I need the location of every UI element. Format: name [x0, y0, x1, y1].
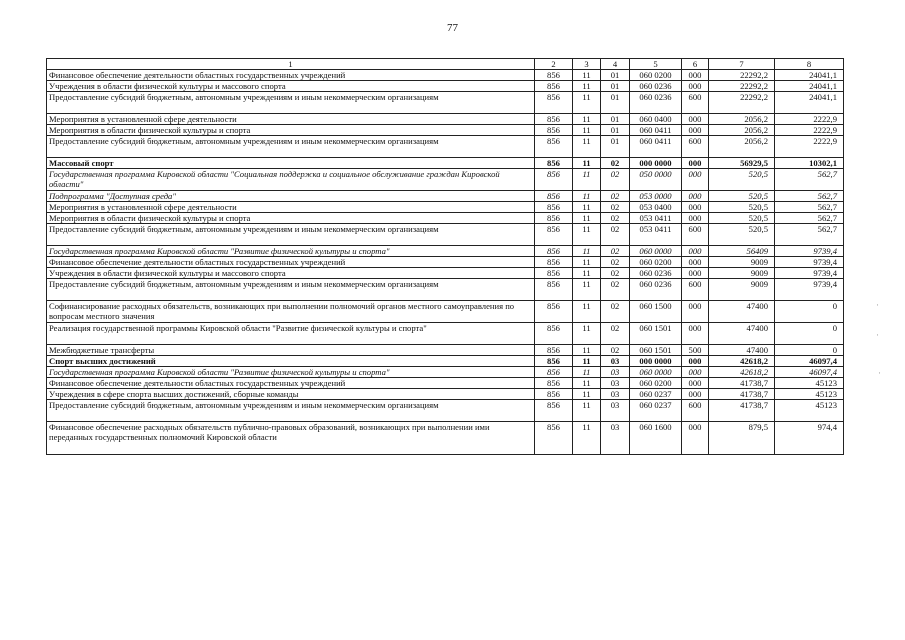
expense-type-cell: 000 — [682, 356, 709, 367]
section-cell: 11 — [573, 268, 601, 279]
expense-type-cell: 600 — [682, 92, 709, 114]
grbs-code-cell: 856 — [535, 125, 573, 136]
expense-type-cell: 000 — [682, 367, 709, 378]
row-name-cell: Государственная программа Кировской области "Развитие физической культуры и спорта" — [47, 367, 535, 378]
target-article-cell: 060 0200 — [630, 257, 682, 268]
amount-2014-cell: 47400 — [709, 323, 775, 345]
target-article-cell: 060 0237 — [630, 400, 682, 422]
column-header: 6 — [682, 59, 709, 70]
amount-2015-cell: 9739,4 — [775, 257, 844, 268]
subsection-cell: 01 — [601, 136, 630, 158]
section-cell: 11 — [573, 301, 601, 323]
target-article-cell: 000 0000 — [630, 356, 682, 367]
amount-2015-cell: 562,7 — [775, 202, 844, 213]
table-row — [47, 367, 844, 378]
target-article-cell: 060 0411 — [630, 125, 682, 136]
target-article-cell: 060 1501 — [630, 323, 682, 345]
table-row — [47, 191, 844, 202]
section-cell: 11 — [573, 246, 601, 257]
expense-type-cell: 000 — [682, 268, 709, 279]
section-cell: 11 — [573, 213, 601, 224]
table-row — [47, 81, 844, 92]
expense-type-cell: 000 — [682, 81, 709, 92]
table-row — [47, 345, 844, 356]
amount-2014-cell: 2056,2 — [709, 136, 775, 158]
amount-2014-cell: 2056,2 — [709, 114, 775, 125]
grbs-code-cell: 856 — [535, 400, 573, 422]
subsection-cell: 03 — [601, 356, 630, 367]
column-header: 5 — [630, 59, 682, 70]
section-cell: 11 — [573, 169, 601, 191]
grbs-code-cell: 856 — [535, 114, 573, 125]
row-name-cell: Учреждения в области физической культуры и массового спорта — [47, 268, 535, 279]
grbs-code-cell: 856 — [535, 136, 573, 158]
target-article-cell: 053 0411 — [630, 213, 682, 224]
amount-2015-cell: 562,7 — [775, 213, 844, 224]
amount-2015-cell: 45123 — [775, 400, 844, 422]
subsection-cell: 02 — [601, 323, 630, 345]
section-cell: 11 — [573, 136, 601, 158]
budget-table — [46, 58, 844, 455]
section-cell: 11 — [573, 345, 601, 356]
table-row — [47, 202, 844, 213]
section-cell: 11 — [573, 191, 601, 202]
table-row — [47, 279, 844, 301]
amount-2014-cell: 42618,2 — [709, 356, 775, 367]
section-cell: 11 — [573, 114, 601, 125]
grbs-code-cell: 856 — [535, 268, 573, 279]
amount-2015-cell: 562,7 — [775, 224, 844, 246]
amount-2015-cell: 24041,1 — [775, 70, 844, 81]
grbs-code-cell: 856 — [535, 191, 573, 202]
section-cell: 11 — [573, 158, 601, 169]
subsection-cell: 03 — [601, 367, 630, 378]
row-name-cell: Спорт высших достижений — [47, 356, 535, 367]
grbs-code-cell: 856 — [535, 213, 573, 224]
grbs-code-cell: 856 — [535, 301, 573, 323]
expense-type-cell: 600 — [682, 136, 709, 158]
row-name-cell: Массовый спорт — [47, 158, 535, 169]
table-header-row — [47, 59, 844, 70]
table-row — [47, 356, 844, 367]
amount-2014-cell: 56409 — [709, 246, 775, 257]
row-name-cell: Предоставление субсидий бюджетным, автономным учреждениям и иным некоммерческим организациям — [47, 92, 535, 114]
amount-2014-cell: 520,5 — [709, 191, 775, 202]
expense-type-cell: 000 — [682, 422, 709, 455]
target-article-cell: 060 0000 — [630, 246, 682, 257]
expense-type-cell: 000 — [682, 257, 709, 268]
target-article-cell: 060 0237 — [630, 389, 682, 400]
grbs-code-cell: 856 — [535, 81, 573, 92]
amount-2014-cell: 22292,2 — [709, 92, 775, 114]
grbs-code-cell: 856 — [535, 92, 573, 114]
target-article-cell: 060 0200 — [630, 378, 682, 389]
target-article-cell: 060 0200 — [630, 70, 682, 81]
grbs-code-cell: 856 — [535, 158, 573, 169]
section-cell: 11 — [573, 389, 601, 400]
table-row — [47, 246, 844, 257]
row-name-cell: Мероприятия в установленной сфере деятельности — [47, 202, 535, 213]
grbs-code-cell: 856 — [535, 378, 573, 389]
amount-2014-cell: 47400 — [709, 301, 775, 323]
target-article-cell: 053 0411 — [630, 224, 682, 246]
amount-2014-cell: 520,5 — [709, 202, 775, 213]
amount-2014-cell: 42618,2 — [709, 367, 775, 378]
section-cell: 11 — [573, 125, 601, 136]
subsection-cell: 01 — [601, 114, 630, 125]
amount-2015-cell: 9739,4 — [775, 268, 844, 279]
section-cell: 11 — [573, 356, 601, 367]
section-cell: 11 — [573, 202, 601, 213]
amount-2014-cell: 22292,2 — [709, 81, 775, 92]
expense-type-cell: 000 — [682, 202, 709, 213]
subsection-cell: 02 — [601, 224, 630, 246]
row-name-cell: Финансовое обеспечение расходных обязательств публично-правовых образований, возникающих при выполнении ими переданных государственных полномочий Кировской области — [47, 422, 535, 455]
amount-2014-cell: 41738,7 — [709, 400, 775, 422]
row-name-cell: Мероприятия в области физической культуры и спорта — [47, 125, 535, 136]
section-cell: 11 — [573, 81, 601, 92]
subsection-cell: 03 — [601, 378, 630, 389]
table-row — [47, 378, 844, 389]
amount-2015-cell: 9739,4 — [775, 246, 844, 257]
row-name-cell: Государственная программа Кировской области "Развитие физической культуры и спорта" — [47, 246, 535, 257]
target-article-cell: 060 0236 — [630, 268, 682, 279]
row-name-cell: Предоставление субсидий бюджетным, автономным учреждениям и иным некоммерческим организациям — [47, 279, 535, 301]
row-name-cell: Предоставление субсидий бюджетным, автономным учреждениям и иным некоммерческим организациям — [47, 224, 535, 246]
subsection-cell: 01 — [601, 125, 630, 136]
subsection-cell: 02 — [601, 169, 630, 191]
table-row — [47, 268, 844, 279]
amount-2015-cell: 46097,4 — [775, 367, 844, 378]
amount-2015-cell: 24041,1 — [775, 92, 844, 114]
subsection-cell: 03 — [601, 400, 630, 422]
expense-type-cell: 000 — [682, 246, 709, 257]
target-article-cell: 060 0000 — [630, 367, 682, 378]
expense-type-cell: 000 — [682, 378, 709, 389]
amount-2014-cell: 520,5 — [709, 169, 775, 191]
section-cell: 11 — [573, 70, 601, 81]
column-header: 3 — [573, 59, 601, 70]
target-article-cell: 060 0236 — [630, 92, 682, 114]
column-header: 1 — [47, 59, 535, 70]
grbs-code-cell: 856 — [535, 169, 573, 191]
amount-2015-cell: 0 — [775, 323, 844, 345]
subsection-cell: 02 — [601, 279, 630, 301]
amount-2015-cell: 562,7 — [775, 191, 844, 202]
grbs-code-cell: 856 — [535, 367, 573, 378]
table-row — [47, 125, 844, 136]
amount-2014-cell: 47400 — [709, 345, 775, 356]
grbs-code-cell: 856 — [535, 202, 573, 213]
amount-2015-cell: 45123 — [775, 378, 844, 389]
row-name-cell: Финансовое обеспечение деятельности областных государственных учреждений — [47, 70, 535, 81]
expense-type-cell: 600 — [682, 224, 709, 246]
margin-mark: · — [876, 330, 879, 340]
amount-2014-cell: 9009 — [709, 268, 775, 279]
table-row — [47, 136, 844, 158]
row-name-cell: Мероприятия в установленной сфере деятельности — [47, 114, 535, 125]
grbs-code-cell: 856 — [535, 389, 573, 400]
subsection-cell: 02 — [601, 213, 630, 224]
table-row — [47, 213, 844, 224]
amount-2015-cell: 10302,1 — [775, 158, 844, 169]
expense-type-cell: 600 — [682, 279, 709, 301]
target-article-cell: 060 0400 — [630, 114, 682, 125]
amount-2015-cell: 24041,1 — [775, 81, 844, 92]
amount-2014-cell: 9009 — [709, 257, 775, 268]
section-cell: 11 — [573, 92, 601, 114]
subsection-cell: 02 — [601, 191, 630, 202]
row-name-cell: Подпрограмма "Доступная среда" — [47, 191, 535, 202]
target-article-cell: 050 0000 — [630, 169, 682, 191]
expense-type-cell: 500 — [682, 345, 709, 356]
expense-type-cell: 000 — [682, 158, 709, 169]
expense-type-cell: 000 — [682, 191, 709, 202]
row-name-cell: Учреждения в области физической культуры и массового спорта — [47, 81, 535, 92]
subsection-cell: 02 — [601, 246, 630, 257]
amount-2015-cell: 562,7 — [775, 169, 844, 191]
amount-2014-cell: 56929,5 — [709, 158, 775, 169]
table-row — [47, 114, 844, 125]
subsection-cell: 01 — [601, 81, 630, 92]
table-row — [47, 224, 844, 246]
amount-2015-cell: 45123 — [775, 389, 844, 400]
subsection-cell: 01 — [601, 70, 630, 81]
table-row — [47, 257, 844, 268]
subsection-cell: 03 — [601, 389, 630, 400]
grbs-code-cell: 856 — [535, 246, 573, 257]
table-row — [47, 422, 844, 455]
grbs-code-cell: 856 — [535, 345, 573, 356]
row-name-cell: Мероприятия в области физической культуры и спорта — [47, 213, 535, 224]
amount-2015-cell: 974,4 — [775, 422, 844, 455]
expense-type-cell: 600 — [682, 400, 709, 422]
table-row — [47, 169, 844, 191]
amount-2015-cell: 46097,4 — [775, 356, 844, 367]
amount-2015-cell: 2222,9 — [775, 125, 844, 136]
expense-type-cell: 000 — [682, 169, 709, 191]
target-article-cell: 053 0000 — [630, 191, 682, 202]
amount-2014-cell: 41738,7 — [709, 378, 775, 389]
row-name-cell: Финансовое обеспечение деятельности областных государственных учреждений — [47, 378, 535, 389]
section-cell: 11 — [573, 422, 601, 455]
column-header: 7 — [709, 59, 775, 70]
target-article-cell: 000 0000 — [630, 158, 682, 169]
row-name-cell: Финансовое обеспечение деятельности областных государственных учреждений — [47, 257, 535, 268]
row-name-cell: Учреждения в сфере спорта высших достижений, сборные команды — [47, 389, 535, 400]
amount-2014-cell: 879,5 — [709, 422, 775, 455]
expense-type-cell: 000 — [682, 389, 709, 400]
grbs-code-cell: 856 — [535, 422, 573, 455]
grbs-code-cell: 856 — [535, 356, 573, 367]
amount-2015-cell: 2222,9 — [775, 114, 844, 125]
subsection-cell: 02 — [601, 301, 630, 323]
table-row — [47, 92, 844, 114]
amount-2015-cell: 0 — [775, 301, 844, 323]
row-name-cell: Предоставление субсидий бюджетным, автономным учреждениям и иным некоммерческим организациям — [47, 400, 535, 422]
amount-2015-cell: 9739,4 — [775, 279, 844, 301]
amount-2015-cell: 2222,9 — [775, 136, 844, 158]
column-header: 2 — [535, 59, 573, 70]
margin-mark: · — [876, 300, 879, 310]
row-name-cell: Предоставление субсидий бюджетным, автономным учреждениям и иным некоммерческим организациям — [47, 136, 535, 158]
amount-2014-cell: 22292,2 — [709, 70, 775, 81]
grbs-code-cell: 856 — [535, 257, 573, 268]
target-article-cell: 060 0411 — [630, 136, 682, 158]
page-number: 77 — [447, 22, 458, 34]
expense-type-cell: 000 — [682, 114, 709, 125]
section-cell: 11 — [573, 400, 601, 422]
grbs-code-cell: 856 — [535, 224, 573, 246]
margin-mark: · — [878, 368, 881, 378]
table-row — [47, 301, 844, 323]
table-row — [47, 323, 844, 345]
amount-2014-cell: 41738,7 — [709, 389, 775, 400]
amount-2015-cell: 0 — [775, 345, 844, 356]
expense-type-cell: 000 — [682, 125, 709, 136]
target-article-cell: 060 1500 — [630, 301, 682, 323]
grbs-code-cell: 856 — [535, 323, 573, 345]
row-name-cell: Межбюджетные трансферты — [47, 345, 535, 356]
amount-2014-cell: 520,5 — [709, 224, 775, 246]
grbs-code-cell: 856 — [535, 279, 573, 301]
expense-type-cell: 000 — [682, 323, 709, 345]
amount-2014-cell: 9009 — [709, 279, 775, 301]
row-name-cell: Государственная программа Кировской области "Социальная поддержка и социальное обслуживание граждан Кировской области" — [47, 169, 535, 191]
table-row — [47, 158, 844, 169]
target-article-cell: 060 1600 — [630, 422, 682, 455]
target-article-cell: 060 0236 — [630, 279, 682, 301]
table-row — [47, 70, 844, 81]
target-article-cell: 060 1501 — [630, 345, 682, 356]
expense-type-cell: 000 — [682, 301, 709, 323]
table-row — [47, 389, 844, 400]
expense-type-cell: 000 — [682, 70, 709, 81]
target-article-cell: 053 0400 — [630, 202, 682, 213]
subsection-cell: 02 — [601, 158, 630, 169]
section-cell: 11 — [573, 279, 601, 301]
target-article-cell: 060 0236 — [630, 81, 682, 92]
amount-2014-cell: 2056,2 — [709, 125, 775, 136]
column-header: 4 — [601, 59, 630, 70]
section-cell: 11 — [573, 378, 601, 389]
subsection-cell: 02 — [601, 268, 630, 279]
subsection-cell: 01 — [601, 92, 630, 114]
section-cell: 11 — [573, 224, 601, 246]
section-cell: 11 — [573, 323, 601, 345]
row-name-cell: Реализация государственной программы Кировской области "Развитие физической культуры и спорта" — [47, 323, 535, 345]
subsection-cell: 02 — [601, 202, 630, 213]
section-cell: 11 — [573, 257, 601, 268]
subsection-cell: 02 — [601, 257, 630, 268]
amount-2014-cell: 520,5 — [709, 213, 775, 224]
table-row — [47, 400, 844, 422]
subsection-cell: 02 — [601, 345, 630, 356]
grbs-code-cell: 856 — [535, 70, 573, 81]
expense-type-cell: 000 — [682, 213, 709, 224]
subsection-cell: 03 — [601, 422, 630, 455]
column-header: 8 — [775, 59, 844, 70]
section-cell: 11 — [573, 367, 601, 378]
row-name-cell: Софинансирование расходных обязательств, возникающих при выполнении полномочий органов местного самоуправления по вопросам местного значения — [47, 301, 535, 323]
